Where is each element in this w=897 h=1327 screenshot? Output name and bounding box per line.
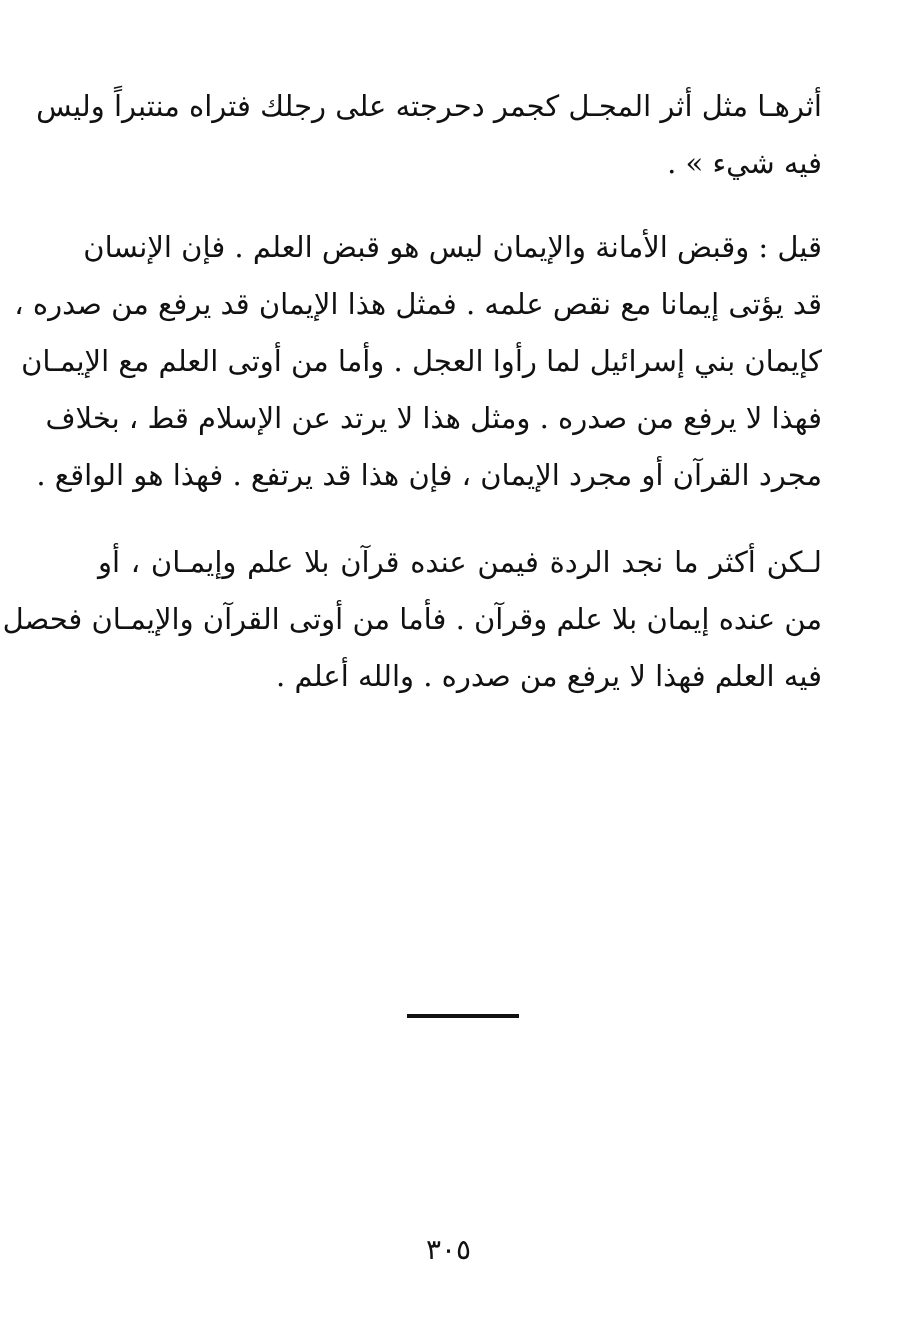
paragraph-1 <box>36 78 822 192</box>
page-number: ٣٠٥ <box>425 1233 472 1266</box>
text-line: كإيمان بني إسرائيل لما رأوا العجل . وأما من أوتى العلم مع الإيمـان <box>21 344 822 378</box>
text-line: لـكن أكثر ما نجد الردة فيمن عنده قرآن بلا علم وإيمـان ، أو <box>98 545 822 579</box>
text-line: فهذا لا يرفع من صدره . ومثل هذا لا يرتد عن الإسلام قط ، بخلاف <box>45 401 822 435</box>
text-line: فيه العلم فهذا لا يرفع من صدره . والله أعلم . <box>276 659 822 693</box>
text-line: أثرهـا مثل أثر المجـل كجمر دحرجته على رجلك فتراه منتبراً وليس <box>36 89 822 123</box>
section-divider <box>407 1014 519 1018</box>
paragraph-3 <box>2 534 822 705</box>
text-line: مجرد القرآن أو مجرد الإيمان ، فإن هذا قد يرتفع . فهذا هو الواقع . <box>36 458 822 492</box>
text-line: من عنده إيمان بلا علم وقرآن . فأما من أوتى القرآن والإيمـان فحصل <box>2 602 822 636</box>
text-line: قيل : وقبض الأمانة والإيمان ليس هو قبض العلم . فإن الإنسان <box>83 230 822 264</box>
page-text-body <box>2 78 822 705</box>
text-line: فيه شيء » . <box>667 146 822 180</box>
text-line: قد يؤتى إيمانا مع نقص علمه . فمثل هذا الإيمان قد يرفع من صدره ، <box>14 287 822 321</box>
paragraph-2 <box>14 219 822 504</box>
